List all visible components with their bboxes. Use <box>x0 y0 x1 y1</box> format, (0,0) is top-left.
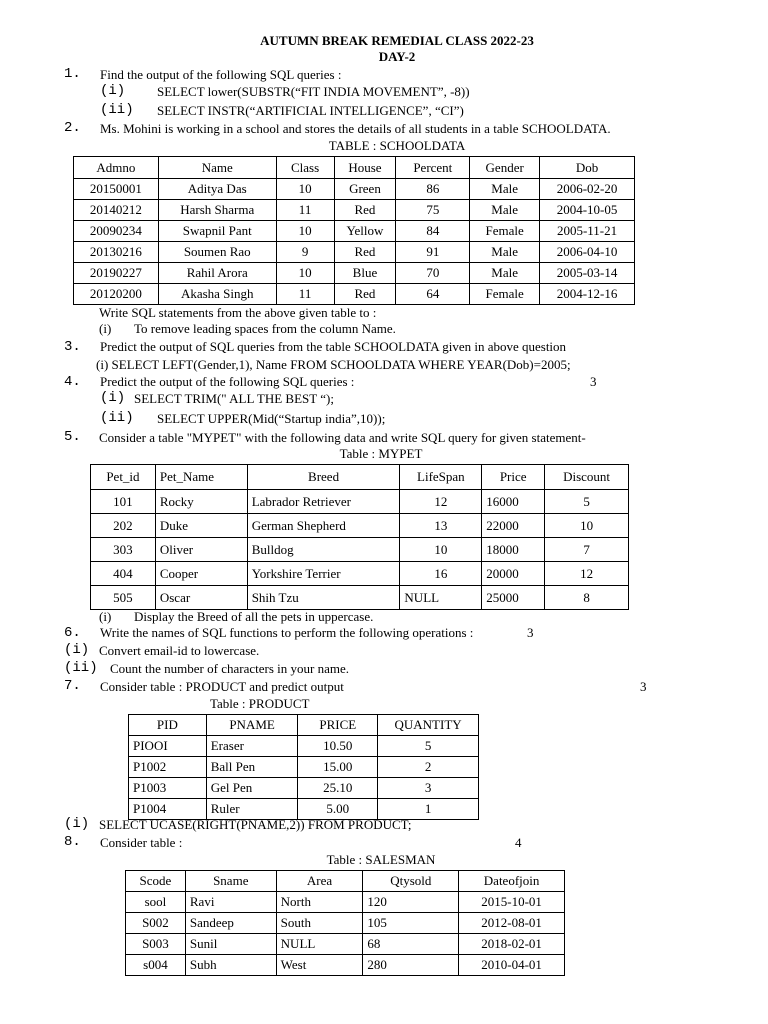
table-header-row <box>74 157 635 179</box>
question-text: Consider a table "MYPET" with the following data and write SQL query for given statement- <box>99 430 586 445</box>
table-cell: Harsh Sharma <box>158 200 276 221</box>
column-header: Gender <box>470 157 540 179</box>
table-cell: P1003 <box>129 778 207 799</box>
question-number: 6. <box>64 625 81 641</box>
table-header-row <box>129 715 479 736</box>
table-cell: Duke <box>155 514 247 538</box>
table-cell: 22000 <box>482 514 545 538</box>
table-cell: 20090234 <box>74 221 159 242</box>
table-cell: S002 <box>126 913 186 934</box>
table-cell: 12 <box>400 490 482 514</box>
table-cell: South <box>276 913 363 934</box>
sub-question: SELECT INSTR(“ARTIFICIAL INTELLIGENCE”, “CI”) <box>157 103 464 118</box>
table-cell: 303 <box>91 538 156 562</box>
table-cell: 2018-02-01 <box>459 934 565 955</box>
schooldata-table <box>73 156 635 305</box>
table-cell: Yorkshire Terrier <box>247 562 400 586</box>
marks: 3 <box>640 679 647 694</box>
sub-question: (i) SELECT LEFT(Gender,1), Name FROM SCHOOLDATA WHERE YEAR(Dob)=2005; <box>96 357 571 372</box>
table-cell: Ruler <box>206 799 298 820</box>
sub-label: (i) <box>99 321 112 336</box>
column-header: Dob <box>540 157 635 179</box>
sub-question: Convert email-id to lowercase. <box>99 643 260 658</box>
column-header: PNAME <box>206 715 298 736</box>
table-cell: 505 <box>91 586 156 610</box>
column-header: LifeSpan <box>400 465 482 490</box>
column-header: PID <box>129 715 207 736</box>
table-cell: 86 <box>396 179 470 200</box>
question-number: 5. <box>64 429 81 445</box>
question-number: 8. <box>64 834 81 850</box>
table-cell: 18000 <box>482 538 545 562</box>
table-row <box>129 778 479 799</box>
table-row <box>74 200 635 221</box>
sub-question: Count the number of characters in your name. <box>110 661 349 676</box>
question-number: 4. <box>64 374 81 390</box>
question-text: Predict the output of the following SQL queries : <box>100 374 355 389</box>
question-text: Ms. Mohini is working in a school and stores the details of all students in a table SCHOOLDATA. <box>100 121 611 136</box>
column-header: Admno <box>74 157 159 179</box>
question-number: 2. <box>64 120 81 136</box>
sub-question: SELECT TRIM(" ALL THE BEST “); <box>134 391 334 406</box>
table-cell: S003 <box>126 934 186 955</box>
marks: 4 <box>515 835 522 850</box>
table-cell: Rocky <box>155 490 247 514</box>
table-cell: 16 <box>400 562 482 586</box>
table-cell: 2015-10-01 <box>459 892 565 913</box>
table-cell: 202 <box>91 514 156 538</box>
table-cell: 7 <box>545 538 629 562</box>
table-cell: 10 <box>545 514 629 538</box>
table-cell: 68 <box>363 934 459 955</box>
sub-question: SELECT lower(SUBSTR(“FIT INDIA MOVEMENT”, -8)) <box>157 84 470 99</box>
table-row <box>126 892 565 913</box>
table-row <box>74 242 635 263</box>
question-text: Find the output of the following SQL queries : <box>100 67 342 82</box>
table-cell: Male <box>470 179 540 200</box>
question-text: Consider table : <box>100 835 183 850</box>
table-cell: 120 <box>363 892 459 913</box>
table-row <box>91 538 629 562</box>
table-cell: P1002 <box>129 757 207 778</box>
table-cell: 2006-02-20 <box>540 179 635 200</box>
table-row <box>91 586 629 610</box>
table-cell: Labrador Retriever <box>247 490 400 514</box>
sub-label: (i) <box>100 83 126 99</box>
table-cell: Oscar <box>155 586 247 610</box>
table-cell: 13 <box>400 514 482 538</box>
table-cell: 20150001 <box>74 179 159 200</box>
table-cell: 2010-04-01 <box>459 955 565 976</box>
sub-label: (i) <box>64 816 90 832</box>
column-header: Discount <box>545 465 629 490</box>
table-cell: 20130216 <box>74 242 159 263</box>
table-cell: 5 <box>378 736 479 757</box>
column-header: Pet_Name <box>155 465 247 490</box>
table-cell: 20000 <box>482 562 545 586</box>
question-text: Consider table : PRODUCT and predict output <box>100 679 344 694</box>
table-cell: 2005-03-14 <box>540 263 635 284</box>
column-header: PRICE <box>298 715 378 736</box>
table-cell: Eraser <box>206 736 298 757</box>
table-cell: 20120200 <box>74 284 159 305</box>
sub-question: To remove leading spaces from the column Name. <box>134 321 396 336</box>
table-cell: Male <box>470 200 540 221</box>
table-cell: 2005-11-21 <box>540 221 635 242</box>
table-cell: 11 <box>276 284 334 305</box>
table-cell: Red <box>334 284 396 305</box>
question-text: Write the names of SQL functions to perform the following operations : <box>100 625 474 640</box>
table-row <box>74 284 635 305</box>
table-cell: Red <box>334 242 396 263</box>
table-cell: Red <box>334 200 396 221</box>
table-cell: PIOOI <box>129 736 207 757</box>
table-cell: 10.50 <box>298 736 378 757</box>
table-row <box>74 263 635 284</box>
table-row <box>126 913 565 934</box>
table-title: Table : MYPET <box>339 446 423 461</box>
table-row <box>126 934 565 955</box>
sub-label: (ii) <box>100 410 134 426</box>
table-title: Table : PRODUCT <box>210 696 310 711</box>
table-cell: Female <box>470 221 540 242</box>
table-cell: Aditya Das <box>158 179 276 200</box>
table-cell: 20140212 <box>74 200 159 221</box>
column-header: Class <box>276 157 334 179</box>
table-cell: Female <box>470 284 540 305</box>
sub-label: (ii) <box>64 660 98 676</box>
column-header: Dateofjoin <box>459 871 565 892</box>
table-cell: Bulldog <box>247 538 400 562</box>
marks: 3 <box>527 625 534 640</box>
sub-question: SELECT UPPER(Mid(“Startup india”,10)); <box>157 411 386 426</box>
table-cell: West <box>276 955 363 976</box>
table-cell: Gel Pen <box>206 778 298 799</box>
table-row <box>91 490 629 514</box>
table-cell: sool <box>126 892 186 913</box>
table-cell: 15.00 <box>298 757 378 778</box>
table-cell: NULL <box>276 934 363 955</box>
table-cell: 70 <box>396 263 470 284</box>
table-cell: Sunil <box>185 934 276 955</box>
page-subtitle: DAY-2 <box>378 49 416 64</box>
table-cell: 2004-10-05 <box>540 200 635 221</box>
table-cell: 91 <box>396 242 470 263</box>
table-cell: 12 <box>545 562 629 586</box>
table-cell: Subh <box>185 955 276 976</box>
question-number: 3. <box>64 339 81 355</box>
column-header: Name <box>158 157 276 179</box>
mypet-table <box>90 464 629 610</box>
table-cell: 2 <box>378 757 479 778</box>
table-cell: Sandeep <box>185 913 276 934</box>
column-header: Percent <box>396 157 470 179</box>
table-row <box>74 179 635 200</box>
table-row <box>91 514 629 538</box>
table-cell: 9 <box>276 242 334 263</box>
table-cell: 20190227 <box>74 263 159 284</box>
question-number: 1. <box>64 66 81 82</box>
table-cell: Cooper <box>155 562 247 586</box>
table-cell: Akasha Singh <box>158 284 276 305</box>
table-cell: Shih Tzu <box>247 586 400 610</box>
table-cell: 105 <box>363 913 459 934</box>
column-header: QUANTITY <box>378 715 479 736</box>
table-cell: 1 <box>378 799 479 820</box>
table-cell: 64 <box>396 284 470 305</box>
table-header-row <box>91 465 629 490</box>
table-cell: Blue <box>334 263 396 284</box>
table-row <box>126 955 565 976</box>
salesman-table <box>125 870 565 976</box>
table-cell: NULL <box>400 586 482 610</box>
marks: 3 <box>590 374 597 389</box>
table-cell: 16000 <box>482 490 545 514</box>
table-row <box>91 562 629 586</box>
table-cell: 10 <box>276 221 334 242</box>
table-cell: 11 <box>276 200 334 221</box>
sub-label: (i) <box>100 390 126 406</box>
column-header: House <box>334 157 396 179</box>
table-row <box>129 736 479 757</box>
product-table <box>128 714 479 820</box>
table-cell: 101 <box>91 490 156 514</box>
column-header: Breed <box>247 465 400 490</box>
page-title: AUTUMN BREAK REMEDIAL CLASS 2022-23 <box>260 33 534 48</box>
column-header: Qtysold <box>363 871 459 892</box>
table-cell: German Shepherd <box>247 514 400 538</box>
table-header-row <box>126 871 565 892</box>
table-cell: Yellow <box>334 221 396 242</box>
table-cell: Swapnil Pant <box>158 221 276 242</box>
table-cell: 25000 <box>482 586 545 610</box>
table-cell: 8 <box>545 586 629 610</box>
table-cell: Soumen Rao <box>158 242 276 263</box>
instruction-text: Write SQL statements from the above given table to : <box>99 305 377 320</box>
table-cell: 3 <box>378 778 479 799</box>
sub-question: Display the Breed of all the pets in uppercase. <box>134 609 374 624</box>
table-cell: 2006-04-10 <box>540 242 635 263</box>
sub-question: SELECT UCASE(RIGHT(PNAME,2)) FROM PRODUCT; <box>99 817 412 832</box>
table-cell: 75 <box>396 200 470 221</box>
table-cell: 10 <box>276 179 334 200</box>
table-cell: 25.10 <box>298 778 378 799</box>
table-cell: s004 <box>126 955 186 976</box>
question-number: 7. <box>64 678 81 694</box>
table-cell: 10 <box>400 538 482 562</box>
sub-label: (ii) <box>100 102 134 118</box>
column-header: Price <box>482 465 545 490</box>
table-row <box>129 757 479 778</box>
table-cell: Green <box>334 179 396 200</box>
table-cell: 280 <box>363 955 459 976</box>
table-cell: 5 <box>545 490 629 514</box>
table-cell: Male <box>470 242 540 263</box>
table-cell: 2012-08-01 <box>459 913 565 934</box>
column-header: Pet_id <box>91 465 156 490</box>
table-title: TABLE : SCHOOLDATA <box>328 138 466 153</box>
table-cell: Oliver <box>155 538 247 562</box>
sub-label: (i) <box>99 609 112 624</box>
question-text: Predict the output of SQL queries from the table SCHOOLDATA given in above question <box>100 339 567 354</box>
column-header: Sname <box>185 871 276 892</box>
table-cell: 5.00 <box>298 799 378 820</box>
column-header: Area <box>276 871 363 892</box>
table-cell: 10 <box>276 263 334 284</box>
table-cell: 84 <box>396 221 470 242</box>
sub-label: (i) <box>64 642 90 658</box>
table-cell: Rahil Arora <box>158 263 276 284</box>
table-cell: 2004-12-16 <box>540 284 635 305</box>
column-header: Scode <box>126 871 186 892</box>
table-cell: Ball Pen <box>206 757 298 778</box>
table-cell: P1004 <box>129 799 207 820</box>
table-cell: Male <box>470 263 540 284</box>
table-cell: Ravi <box>185 892 276 913</box>
table-row <box>74 221 635 242</box>
table-cell: North <box>276 892 363 913</box>
table-title: Table : SALESMAN <box>326 852 436 867</box>
table-cell: 404 <box>91 562 156 586</box>
